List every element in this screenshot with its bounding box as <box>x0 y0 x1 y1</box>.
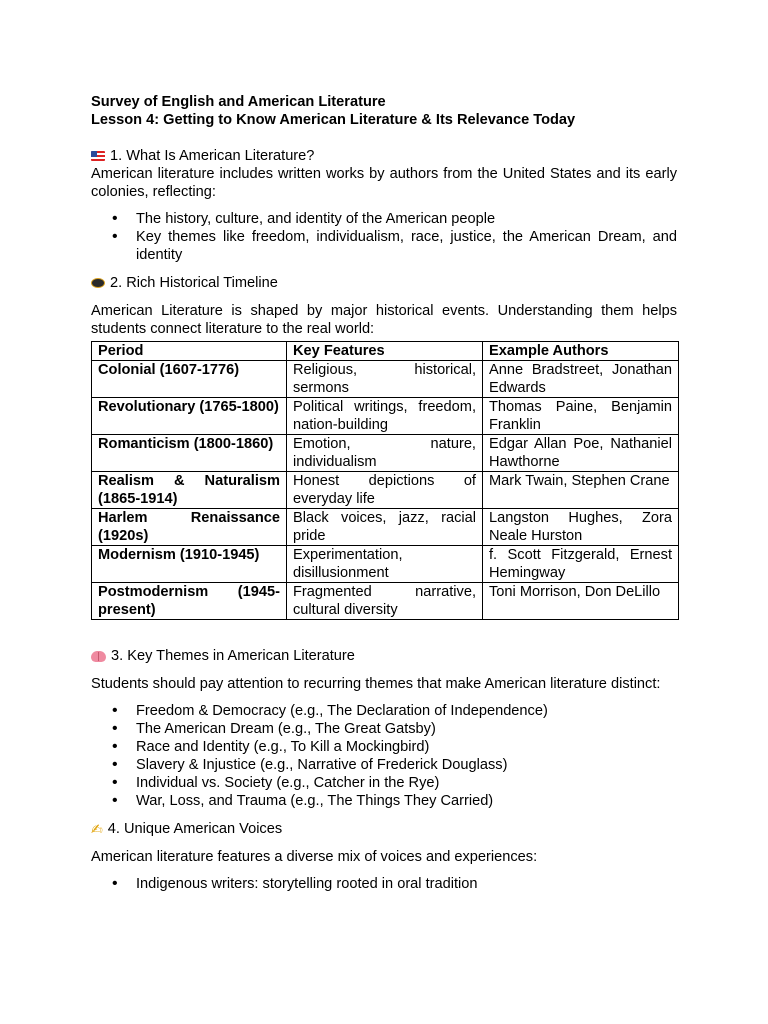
list-item: • Race and Identity (e.g., To Kill a Mockingbird) <box>91 738 677 756</box>
table-row <box>92 361 679 398</box>
authors-cell: Mark Twain, Stephen Crane <box>483 472 679 509</box>
list-item: • The American Dream (e.g., The Great Gatsby) <box>91 720 677 738</box>
table-header-row <box>92 342 679 361</box>
section1-list <box>91 210 677 264</box>
authors-cell: Langston Hughes, Zora Neale Hurston <box>483 509 679 546</box>
period-cell: Colonial (1607-1776) <box>92 361 287 398</box>
list-item: • Individual vs. Society (e.g., Catcher in the Rye) <box>91 774 677 792</box>
table-row <box>92 546 679 583</box>
brain-icon <box>91 651 106 662</box>
list-item: • The history, culture, and identity of the American people <box>91 210 677 228</box>
section2-heading-text: 2. Rich Historical Timeline <box>110 275 278 291</box>
period-cell: Realism & Naturalism (1865-1914) <box>92 472 287 509</box>
scroll-icon <box>91 278 105 288</box>
document-page <box>91 93 677 893</box>
section4-intro: American literature features a diverse mix of voices and experiences: <box>91 849 538 865</box>
features-cell: Fragmented narrative, cultural diversity <box>287 583 483 620</box>
section4-heading <box>91 820 677 838</box>
writing-hand-icon: ✍ <box>91 821 103 837</box>
period-cell: Harlem Renaissance (1920s) <box>92 509 287 546</box>
course-title: Survey of English and American Literature <box>91 94 386 110</box>
authors-cell: Anne Bradstreet, Jonathan Edwards <box>483 361 679 398</box>
lesson-title: Lesson 4: Getting to Know American Literature & Its Relevance Today <box>91 112 576 128</box>
header-period: Period <box>92 342 287 361</box>
list-item: • Key themes like freedom, individualism, race, justice, the American Dream, and identity <box>91 228 677 264</box>
authors-cell: Edgar Allan Poe, Nathaniel Hawthorne <box>483 435 679 472</box>
section1-heading-text: 1. What Is American Literature? <box>110 148 315 164</box>
period-cell: Postmodernism (1945-present) <box>92 583 287 620</box>
period-cell: Revolutionary (1765-1800) <box>92 398 287 435</box>
features-cell: Religious, historical, sermons <box>287 361 483 398</box>
section3-heading <box>91 647 677 665</box>
section2-heading <box>91 274 677 292</box>
section1-heading <box>91 147 677 165</box>
section4-list <box>91 875 677 893</box>
features-cell: Emotion, nature, individualism <box>287 435 483 472</box>
timeline-table <box>91 341 679 620</box>
features-cell: Political writings, freedom, nation-building <box>287 398 483 435</box>
authors-cell: f. Scott Fitzgerald, Ernest Hemingway <box>483 546 679 583</box>
section4-heading-text: 4. Unique American Voices <box>107 821 283 837</box>
table-row <box>92 583 679 620</box>
us-flag-icon <box>91 151 105 161</box>
features-cell: Experimentation, disillusionment <box>287 546 483 583</box>
authors-cell: Toni Morrison, Don DeLillo <box>483 583 679 620</box>
features-cell: Honest depictions of everyday life <box>287 472 483 509</box>
section3-list <box>91 702 677 810</box>
section2-intro: American Literature is shaped by major historical events. Understanding them helps students connect literature to the real world: <box>91 303 677 337</box>
table-row <box>92 472 679 509</box>
list-item: • Slavery & Injustice (e.g., Narrative of Frederick Douglass) <box>91 756 677 774</box>
features-cell: Black voices, jazz, racial pride <box>287 509 483 546</box>
table-row <box>92 435 679 472</box>
list-item: • Indigenous writers: storytelling rooted in oral tradition <box>91 875 677 893</box>
list-item: • Freedom & Democracy (e.g., The Declaration of Independence) <box>91 702 677 720</box>
header-example-authors: Example Authors <box>483 342 679 361</box>
table-row <box>92 509 679 546</box>
table-row <box>92 398 679 435</box>
period-cell: Romanticism (1800-1860) <box>92 435 287 472</box>
header-key-features: Key Features <box>287 342 483 361</box>
section3-heading-text: 3. Key Themes in American Literature <box>111 648 355 664</box>
authors-cell: Thomas Paine, Benjamin Franklin <box>483 398 679 435</box>
list-item: • War, Loss, and Trauma (e.g., The Things They Carried) <box>91 792 677 810</box>
section1-intro: American literature includes written works by authors from the United States and its early colonies, reflecting: <box>91 166 677 200</box>
section3-intro: Students should pay attention to recurring themes that make American literature distinct: <box>91 676 661 692</box>
period-cell: Modernism (1910-1945) <box>92 546 287 583</box>
